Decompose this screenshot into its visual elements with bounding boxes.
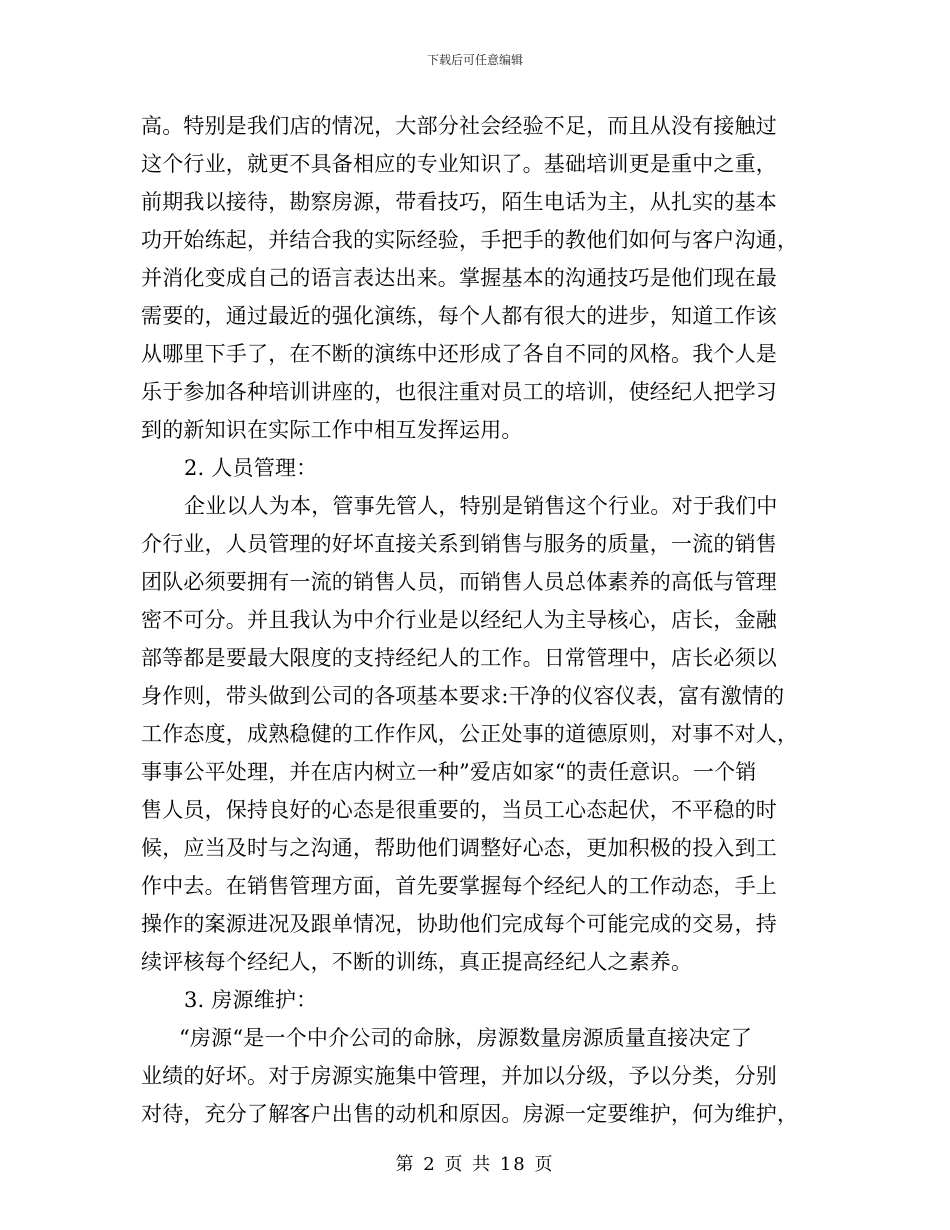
paragraph-line: 事事公平处理，并在店内树立一种”爱店如家“的责任意识。一个销	[141, 760, 757, 784]
paragraph-line: 团队必须要拥有一流的销售人员，而销售人员总体素养的高低与管理	[141, 570, 777, 594]
paragraph-line: 操作的案源进况及跟单情况，协助他们完成每个可能完成的交易，持	[141, 912, 777, 936]
paragraph-line: 对待，充分了解客户出售的动机和原因。房源一定要维护，何为维护，	[141, 1102, 799, 1126]
paragraph-line: “房源“是一个中介公司的命脉，房源数量房源质量直接决定了	[179, 1026, 753, 1050]
paragraph-line: 工作态度，成熟稳健的工作作风，公正处事的道德原则，对事不对人，	[141, 722, 799, 746]
paragraph-line: 密不可分。并且我认为中介行业是以经纪人为主导核心，店长，金融	[141, 608, 777, 632]
section-heading: 2. 人员管理：	[184, 456, 318, 480]
paragraph-line: 业绩的好坏。对于房源实施集中管理，并加以分级，予以分类，分别	[141, 1064, 777, 1088]
paragraph-line: 乐于参加各种培训讲座的，也很注重对员工的培训，使经纪人把学习	[141, 380, 777, 404]
paragraph-line: 高。特别是我们店的情况，大部分社会经验不足，而且从没有接触过	[141, 114, 777, 138]
paragraph-line: 部等都是要最大限度的支持经纪人的工作。日常管理中，店长必须以	[141, 646, 777, 670]
body-text	[141, 107, 809, 1133]
paragraph-line: 候，应当及时与之沟通，帮助他们调整好心态，更加积极的投入到工	[141, 836, 777, 860]
paragraph-line: 企业以人为本，管事先管人，特别是销售这个行业。对于我们中	[184, 494, 778, 518]
section-heading: 3. 房源维护：	[184, 988, 318, 1012]
paragraph-line: 这个行业，就更不具备相应的专业知识了。基础培训更是重中之重，	[141, 152, 777, 176]
paragraph-line: 并消化变成自己的语言表达出来。掌握基本的沟通技巧是他们现在最	[141, 266, 777, 290]
paragraph-line: 售人员，保持良好的心态是很重要的，当员工心态起伏，不平稳的时	[141, 798, 777, 822]
paragraph-line: 到的新知识在实际工作中相互发挥运用。	[141, 418, 523, 442]
paragraph-line: 身作则，带头做到公司的各项基本要求:干净的仪容仪表，富有激情的	[141, 684, 785, 708]
paragraph-line: 需要的，通过最近的强化演练，每个人都有很大的进步，知道工作该	[141, 304, 777, 328]
paragraph-line: 功开始练起，并结合我的实际经验，手把手的教他们如何与客户沟通，	[141, 228, 799, 252]
paragraph-line: 作中去。在销售管理方面，首先要掌握每个经纪人的工作动态，手上	[141, 874, 777, 898]
page-footer: 第 2 页 共 18 页	[395, 1154, 555, 1175]
paragraph-line: 续评核每个经纪人，不断的训练，真正提高经纪人之素养。	[141, 950, 693, 974]
paragraph-line: 前期我以接待，勘察房源，带看技巧，陌生电话为主，从扎实的基本	[141, 190, 777, 214]
page-header: 下载后可任意编辑	[426, 53, 523, 67]
paragraph-line: 介行业，人员管理的好坏直接关系到销售与服务的质量，一流的销售	[141, 532, 777, 556]
paragraph-line: 从哪里下手了，在不断的演练中还形成了各自不同的风格。我个人是	[141, 342, 777, 366]
